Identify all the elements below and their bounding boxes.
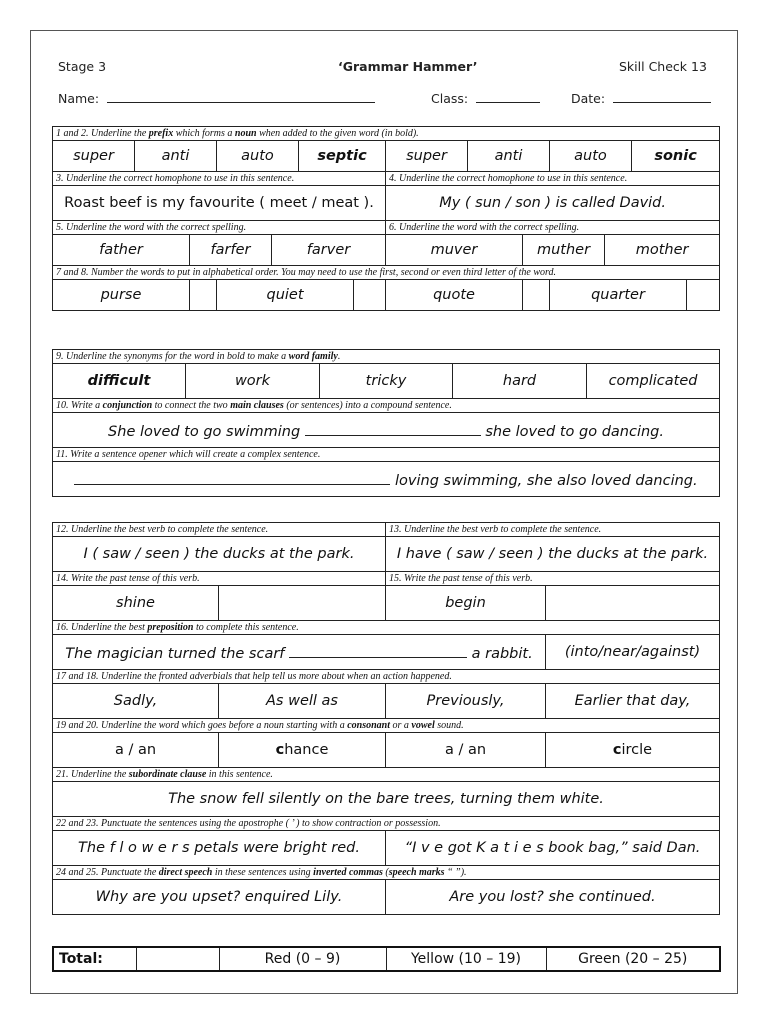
q8-word: quarter: [550, 280, 687, 311]
date-row: [571, 91, 711, 106]
name-label: Name:: [58, 91, 100, 106]
q20-noun: circle: [546, 733, 720, 768]
q23-sentence[interactable]: “I v e got K a t i e s book bag,” said Dan.: [386, 831, 720, 866]
q17-option[interactable]: As well as: [219, 684, 386, 719]
date-field[interactable]: [613, 92, 711, 103]
q25-sentence[interactable]: Are you lost? she continued.: [386, 880, 720, 915]
skill-check-label: Skill Check 13: [619, 59, 707, 74]
q12-instruction: 12. Underline the best verb to complete the sentence.: [53, 523, 386, 537]
q7-instruction: 7 and 8. Number the words to put in alphabetical order. You may need to use the first, second or even third letter of the word.: [53, 266, 720, 280]
q9-option[interactable]: hard: [453, 364, 587, 399]
q21-instruction: 21. Underline the subordinate clause in this sentence.: [53, 768, 720, 782]
q22-instruction: 22 and 23. Punctuate the sentences using the apostrophe ( ’ ) to show contraction or possession.: [53, 817, 720, 831]
q5-option[interactable]: farfer: [190, 235, 272, 266]
q12-sentence[interactable]: I ( saw / seen ) the ducks at the park.: [53, 537, 386, 572]
q2-word[interactable]: auto: [550, 141, 632, 172]
q7-number-box[interactable]: [190, 280, 217, 311]
q19-instruction: 19 and 20. Underline the word which goes before a noun starting with a consonant or a vowel sound.: [53, 719, 720, 733]
q8-word: quote: [386, 280, 523, 311]
q7-word: purse: [53, 280, 190, 311]
name-row: [58, 91, 375, 106]
q2-base-word: sonic: [632, 141, 720, 172]
q11-instruction: 11. Write a sentence opener which will create a complex sentence.: [53, 448, 720, 462]
q8-number-box[interactable]: [687, 280, 720, 311]
q1-word[interactable]: super: [53, 141, 135, 172]
band-yellow: Yellow (10 – 19): [386, 947, 546, 971]
q15-instruction: 15. Write the past tense of this verb.: [386, 572, 720, 586]
q3-instruction: 3. Underline the correct homophone to use in this sentence.: [53, 172, 386, 186]
q6-instruction: 6. Underline the word with the correct spelling.: [386, 221, 720, 235]
q19-noun: chance: [219, 733, 386, 768]
q10-instruction: 10. Write a conjunction to connect the two main clauses (or sentences) into a compound sentence.: [53, 399, 720, 413]
q24-instruction: 24 and 25. Punctuate the direct speech in these sentences using inverted commas (speech marks “ ”).: [53, 866, 720, 880]
q11-sentence: loving swimming, she also loved dancing.: [53, 462, 720, 497]
q17-instruction: 17 and 18. Underline the fronted adverbials that help tell us more about when an action happened.: [53, 670, 720, 684]
q1-instruction: 1 and 2. Underline the prefix which forms a noun when added to the given word (in bold).: [53, 127, 720, 141]
q20-article-choice[interactable]: a / an: [386, 733, 546, 768]
q8-number-box[interactable]: [523, 280, 550, 311]
name-field[interactable]: [107, 92, 375, 103]
q1-base-word: septic: [299, 141, 386, 172]
q22-sentence[interactable]: The f l o w e r s petals were bright red.: [53, 831, 386, 866]
band-red: Red (0 – 9): [219, 947, 386, 971]
section-2-table: [52, 349, 720, 497]
q5-option[interactable]: father: [53, 235, 190, 266]
q16-instruction: 16. Underline the best preposition to complete this sentence.: [53, 621, 720, 635]
q4-sentence[interactable]: My ( sun / son ) is called David.: [386, 186, 720, 221]
section-3-table: [52, 522, 720, 915]
q9-instruction: 9. Underline the synonyms for the word in bold to make a word family.: [53, 350, 720, 364]
class-field[interactable]: [476, 92, 540, 103]
q6-option[interactable]: muver: [386, 235, 523, 266]
q11-answer-blank[interactable]: [74, 470, 390, 485]
total-label: Total:: [53, 947, 136, 971]
q16-options[interactable]: (into/near/against): [546, 635, 720, 670]
q15-answer-box[interactable]: [546, 586, 720, 621]
class-row: [431, 91, 540, 106]
stage-label: Stage 3: [58, 59, 107, 74]
q7-number-box[interactable]: [354, 280, 386, 311]
q5-instruction: 5. Underline the word with the correct spelling.: [53, 221, 386, 235]
q15-verb: begin: [386, 586, 546, 621]
q19-article-choice[interactable]: a / an: [53, 733, 219, 768]
q9-option[interactable]: work: [186, 364, 320, 399]
q7-word: quiet: [217, 280, 354, 311]
q24-sentence[interactable]: Why are you upset? enquired Lily.: [53, 880, 386, 915]
q17-option[interactable]: Sadly,: [53, 684, 219, 719]
q21-sentence[interactable]: The snow fell silently on the bare trees, turning them white.: [53, 782, 720, 817]
date-label: Date:: [571, 91, 606, 106]
total-score-box[interactable]: [136, 947, 219, 971]
q13-sentence[interactable]: I have ( saw / seen ) the ducks at the park.: [386, 537, 720, 572]
q2-word[interactable]: anti: [468, 141, 550, 172]
q16-answer-blank[interactable]: [289, 643, 467, 658]
q10-answer-blank[interactable]: [305, 421, 481, 436]
q3-sentence[interactable]: Roast beef is my favourite ( meet / meat ).: [53, 186, 386, 221]
q18-option[interactable]: Earlier that day,: [546, 684, 720, 719]
q18-option[interactable]: Previously,: [386, 684, 546, 719]
band-green: Green (20 – 25): [546, 947, 720, 971]
q16-sentence: The magician turned the scarf a rabbit.: [53, 635, 546, 670]
q9-option[interactable]: complicated: [587, 364, 720, 399]
q2-word[interactable]: super: [386, 141, 468, 172]
q9-option[interactable]: tricky: [320, 364, 453, 399]
total-table: [52, 946, 721, 972]
q6-option[interactable]: muther: [523, 235, 605, 266]
q10-sentence: She loved to go swimming she loved to go dancing.: [53, 413, 720, 448]
q14-answer-box[interactable]: [219, 586, 386, 621]
worksheet-title: ‘Grammar Hammer’: [338, 59, 478, 74]
q13-instruction: 13. Underline the best verb to complete the sentence.: [386, 523, 720, 537]
q1-word[interactable]: auto: [217, 141, 299, 172]
section-1-table: [52, 126, 720, 311]
q1-word[interactable]: anti: [135, 141, 217, 172]
q5-option[interactable]: farver: [272, 235, 386, 266]
class-label: Class:: [431, 91, 469, 106]
q4-instruction: 4. Underline the correct homophone to use in this sentence.: [386, 172, 720, 186]
q6-option[interactable]: mother: [605, 235, 720, 266]
q14-instruction: 14. Write the past tense of this verb.: [53, 572, 386, 586]
q9-base-word: difficult: [53, 364, 186, 399]
q14-verb: shine: [53, 586, 219, 621]
